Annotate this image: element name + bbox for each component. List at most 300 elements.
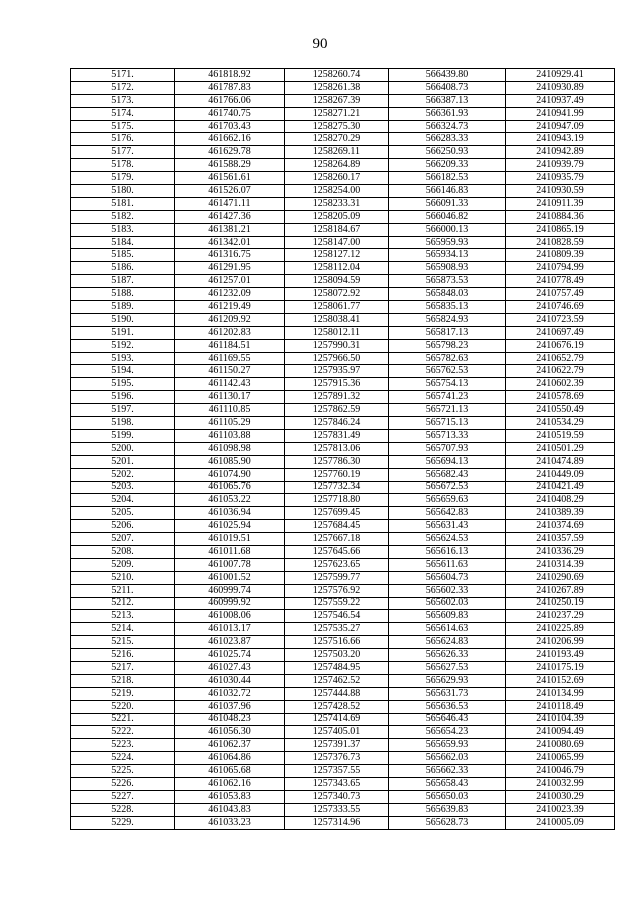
coord-y1-cell: 1258094.59 (285, 275, 389, 288)
table-row (71, 146, 615, 159)
table-row (71, 417, 615, 430)
coord-x1-cell: 461184.51 (175, 339, 285, 352)
coord-x2-cell: 565639.83 (389, 803, 506, 816)
coord-y2-cell: 2410828.59 (506, 236, 615, 249)
coord-y2-cell: 2410501.29 (506, 442, 615, 455)
point-number-cell: 5194. (71, 365, 175, 378)
coord-y2-cell: 2410941.99 (506, 107, 615, 120)
coord-x2-cell: 565614.63 (389, 623, 506, 636)
coord-x1-cell: 461381.21 (175, 223, 285, 236)
coord-x1-cell: 461064.86 (175, 752, 285, 765)
coord-y2-cell: 2410421.49 (506, 481, 615, 494)
coord-x1-cell: 461008.06 (175, 610, 285, 623)
coord-y1-cell: 1257935.97 (285, 365, 389, 378)
point-number-cell: 5197. (71, 404, 175, 417)
table-row (71, 159, 615, 172)
point-number-cell: 5225. (71, 765, 175, 778)
coord-x1-cell: 461065.68 (175, 765, 285, 778)
point-number-cell: 5184. (71, 236, 175, 249)
coord-x1-cell: 461033.23 (175, 816, 285, 829)
point-number-cell: 5227. (71, 790, 175, 803)
table-row (71, 468, 615, 481)
coord-y2-cell: 2410118.49 (506, 700, 615, 713)
coord-x2-cell: 565707.93 (389, 442, 506, 455)
coord-x2-cell: 565662.03 (389, 752, 506, 765)
coord-y1-cell: 1257428.52 (285, 700, 389, 713)
coord-x1-cell: 461169.55 (175, 352, 285, 365)
point-number-cell: 5214. (71, 623, 175, 636)
coord-x1-cell: 461025.74 (175, 649, 285, 662)
coord-y2-cell: 2410757.49 (506, 288, 615, 301)
coordinates-table (70, 68, 615, 830)
coord-x1-cell: 461202.83 (175, 326, 285, 339)
coord-y1-cell: 1258264.89 (285, 159, 389, 172)
coord-y1-cell: 1257846.24 (285, 417, 389, 430)
coord-y1-cell: 1257576.92 (285, 584, 389, 597)
coord-y2-cell: 2410474.89 (506, 455, 615, 468)
coord-x2-cell: 565611.63 (389, 558, 506, 571)
coord-x2-cell: 565602.03 (389, 597, 506, 610)
coord-x2-cell: 565662.33 (389, 765, 506, 778)
point-number-cell: 5180. (71, 185, 175, 198)
coord-y2-cell: 2410652.79 (506, 352, 615, 365)
coord-x1-cell: 461471.11 (175, 197, 285, 210)
coord-y1-cell: 1258271.21 (285, 107, 389, 120)
point-number-cell: 5226. (71, 777, 175, 790)
coord-y1-cell: 1257862.59 (285, 404, 389, 417)
point-number-cell: 5193. (71, 352, 175, 365)
coord-y2-cell: 2410930.89 (506, 81, 615, 94)
coord-y1-cell: 1257891.32 (285, 391, 389, 404)
point-number-cell: 5196. (71, 391, 175, 404)
table-row (71, 687, 615, 700)
point-number-cell: 5213. (71, 610, 175, 623)
coord-x2-cell: 565848.03 (389, 288, 506, 301)
coord-y1-cell: 1258260.74 (285, 69, 389, 82)
table-row (71, 713, 615, 726)
point-number-cell: 5216. (71, 649, 175, 662)
point-number-cell: 5187. (71, 275, 175, 288)
point-number-cell: 5171. (71, 69, 175, 82)
coord-x2-cell: 566046.82 (389, 210, 506, 223)
coord-y2-cell: 2410519.59 (506, 429, 615, 442)
coord-x1-cell: 461219.49 (175, 301, 285, 314)
point-number-cell: 5172. (71, 81, 175, 94)
point-number-cell: 5223. (71, 739, 175, 752)
coord-y2-cell: 2410005.09 (506, 816, 615, 829)
coord-y1-cell: 1257559.22 (285, 597, 389, 610)
coord-y2-cell: 2410175.19 (506, 661, 615, 674)
table-row (71, 636, 615, 649)
coord-x1-cell: 461703.43 (175, 120, 285, 133)
coord-y1-cell: 1257376.73 (285, 752, 389, 765)
coord-x1-cell: 461027.43 (175, 661, 285, 674)
coord-y2-cell: 2410336.29 (506, 545, 615, 558)
coord-y1-cell: 1258275.30 (285, 120, 389, 133)
table-row (71, 442, 615, 455)
point-number-cell: 5202. (71, 468, 175, 481)
coord-y1-cell: 1257535.27 (285, 623, 389, 636)
coord-x2-cell: 565835.13 (389, 301, 506, 314)
coord-y2-cell: 2410534.29 (506, 417, 615, 430)
table-row (71, 571, 615, 584)
coord-x1-cell: 461011.68 (175, 545, 285, 558)
coord-x1-cell: 461053.22 (175, 494, 285, 507)
table-row (71, 494, 615, 507)
table-row (71, 610, 615, 623)
table-row (71, 700, 615, 713)
table-row (71, 545, 615, 558)
table-row (71, 429, 615, 442)
table-row (71, 94, 615, 107)
point-number-cell: 5205. (71, 507, 175, 520)
point-number-cell: 5217. (71, 661, 175, 674)
coord-y1-cell: 1257340.73 (285, 790, 389, 803)
coord-x2-cell: 565629.93 (389, 674, 506, 687)
coord-x2-cell: 565642.83 (389, 507, 506, 520)
coord-x2-cell: 565631.43 (389, 520, 506, 533)
coord-y2-cell: 2410943.19 (506, 133, 615, 146)
coord-x2-cell: 565604.73 (389, 571, 506, 584)
coord-x2-cell: 565602.33 (389, 584, 506, 597)
coord-x2-cell: 565694.13 (389, 455, 506, 468)
point-number-cell: 5188. (71, 288, 175, 301)
point-number-cell: 5221. (71, 713, 175, 726)
table-row (71, 816, 615, 829)
point-number-cell: 5186. (71, 262, 175, 275)
table-row (71, 81, 615, 94)
coord-x2-cell: 566361.93 (389, 107, 506, 120)
coord-y2-cell: 2410104.39 (506, 713, 615, 726)
point-number-cell: 5191. (71, 326, 175, 339)
coord-x1-cell: 461074.90 (175, 468, 285, 481)
coord-x2-cell: 565628.73 (389, 816, 506, 829)
table-row (71, 739, 615, 752)
coord-y2-cell: 2410065.99 (506, 752, 615, 765)
point-number-cell: 5209. (71, 558, 175, 571)
table-row (71, 365, 615, 378)
coord-x2-cell: 565650.03 (389, 790, 506, 803)
coord-x1-cell: 461105.29 (175, 417, 285, 430)
point-number-cell: 5182. (71, 210, 175, 223)
coord-x1-cell: 461257.01 (175, 275, 285, 288)
point-number-cell: 5208. (71, 545, 175, 558)
point-number-cell: 5228. (71, 803, 175, 816)
coord-x1-cell: 461036.94 (175, 507, 285, 520)
coord-y2-cell: 2410023.39 (506, 803, 615, 816)
table-row (71, 120, 615, 133)
coord-y1-cell: 1257414.69 (285, 713, 389, 726)
point-number-cell: 5200. (71, 442, 175, 455)
table-row (71, 752, 615, 765)
coord-y2-cell: 2410134.99 (506, 687, 615, 700)
coord-y2-cell: 2410290.69 (506, 571, 615, 584)
table-row (71, 455, 615, 468)
point-number-cell: 5220. (71, 700, 175, 713)
point-number-cell: 5218. (71, 674, 175, 687)
table-row (71, 185, 615, 198)
coord-x1-cell: 461209.92 (175, 313, 285, 326)
point-number-cell: 5215. (71, 636, 175, 649)
coord-x2-cell: 566146.83 (389, 185, 506, 198)
coord-y2-cell: 2410676.19 (506, 339, 615, 352)
coord-x1-cell: 461062.16 (175, 777, 285, 790)
coord-x2-cell: 566408.73 (389, 81, 506, 94)
coord-x1-cell: 461030.44 (175, 674, 285, 687)
coord-y2-cell: 2410046.79 (506, 765, 615, 778)
coord-y2-cell: 2410865.19 (506, 223, 615, 236)
coord-y1-cell: 1257343.65 (285, 777, 389, 790)
coord-x1-cell: 461043.83 (175, 803, 285, 816)
coord-x1-cell: 461291.95 (175, 262, 285, 275)
coord-x1-cell: 461001.52 (175, 571, 285, 584)
coord-x1-cell: 461013.17 (175, 623, 285, 636)
point-number-cell: 5210. (71, 571, 175, 584)
coord-x1-cell: 461526.07 (175, 185, 285, 198)
coord-x1-cell: 461085.90 (175, 455, 285, 468)
coord-y2-cell: 2410314.39 (506, 558, 615, 571)
coord-x1-cell: 461740.75 (175, 107, 285, 120)
coord-x2-cell: 565627.53 (389, 661, 506, 674)
point-number-cell: 5211. (71, 584, 175, 597)
coord-x1-cell: 461019.51 (175, 533, 285, 546)
coord-y1-cell: 1257760.19 (285, 468, 389, 481)
coord-y1-cell: 1257444.88 (285, 687, 389, 700)
coord-x2-cell: 566182.53 (389, 172, 506, 185)
coord-y1-cell: 1258205.09 (285, 210, 389, 223)
table-row (71, 803, 615, 816)
coord-y2-cell: 2410778.49 (506, 275, 615, 288)
coord-y2-cell: 2410602.39 (506, 378, 615, 391)
table-row (71, 326, 615, 339)
coord-y2-cell: 2410374.69 (506, 520, 615, 533)
coord-x2-cell: 565762.53 (389, 365, 506, 378)
coord-x2-cell: 565658.43 (389, 777, 506, 790)
coord-x1-cell: 461427.36 (175, 210, 285, 223)
coord-y1-cell: 1258038.41 (285, 313, 389, 326)
coord-y1-cell: 1257831.49 (285, 429, 389, 442)
coord-y1-cell: 1257391.37 (285, 739, 389, 752)
coord-x1-cell: 461048.23 (175, 713, 285, 726)
coord-y1-cell: 1257699.45 (285, 507, 389, 520)
point-number-cell: 5176. (71, 133, 175, 146)
table-row (71, 584, 615, 597)
coord-x2-cell: 565713.33 (389, 429, 506, 442)
coord-x2-cell: 565817.13 (389, 326, 506, 339)
coord-y2-cell: 2410939.79 (506, 159, 615, 172)
coord-x1-cell: 461110.85 (175, 404, 285, 417)
coord-x2-cell: 565609.83 (389, 610, 506, 623)
coord-y2-cell: 2410152.69 (506, 674, 615, 687)
coord-y1-cell: 1257546.54 (285, 610, 389, 623)
coord-x1-cell: 461342.01 (175, 236, 285, 249)
coord-x2-cell: 565721.13 (389, 404, 506, 417)
coord-x2-cell: 565741.23 (389, 391, 506, 404)
coord-x1-cell: 461025.94 (175, 520, 285, 533)
coord-x2-cell: 566000.13 (389, 223, 506, 236)
coord-y1-cell: 1257484.95 (285, 661, 389, 674)
coord-x2-cell: 566091.33 (389, 197, 506, 210)
coord-x2-cell: 565959.93 (389, 236, 506, 249)
point-number-cell: 5198. (71, 417, 175, 430)
coord-y2-cell: 2410937.49 (506, 94, 615, 107)
coord-y1-cell: 1258269.11 (285, 146, 389, 159)
coord-x2-cell: 565646.43 (389, 713, 506, 726)
coord-x2-cell: 565654.23 (389, 726, 506, 739)
coord-x1-cell: 461662.16 (175, 133, 285, 146)
table-row (71, 623, 615, 636)
table-row (71, 210, 615, 223)
coord-y1-cell: 1258233.31 (285, 197, 389, 210)
point-number-cell: 5189. (71, 301, 175, 314)
coord-x1-cell: 461037.96 (175, 700, 285, 713)
coord-x2-cell: 566387.13 (389, 94, 506, 107)
coord-x1-cell: 461316.75 (175, 249, 285, 262)
coord-y1-cell: 1257623.65 (285, 558, 389, 571)
coord-x1-cell: 461629.78 (175, 146, 285, 159)
point-number-cell: 5199. (71, 429, 175, 442)
coord-y1-cell: 1258112.04 (285, 262, 389, 275)
coord-y1-cell: 1257599.77 (285, 571, 389, 584)
coord-y1-cell: 1258254.00 (285, 185, 389, 198)
table-row (71, 223, 615, 236)
coord-x1-cell: 461142.43 (175, 378, 285, 391)
point-number-cell: 5222. (71, 726, 175, 739)
coord-x2-cell: 565659.63 (389, 494, 506, 507)
coord-x2-cell: 565824.93 (389, 313, 506, 326)
point-number-cell: 5207. (71, 533, 175, 546)
coord-x1-cell: 461023.87 (175, 636, 285, 649)
table-row (71, 661, 615, 674)
coord-y2-cell: 2410550.49 (506, 404, 615, 417)
coord-y1-cell: 1257684.45 (285, 520, 389, 533)
point-number-cell: 5224. (71, 752, 175, 765)
coord-y2-cell: 2410746.69 (506, 301, 615, 314)
coord-y2-cell: 2410794.99 (506, 262, 615, 275)
coord-y1-cell: 1258270.29 (285, 133, 389, 146)
coord-y2-cell: 2410578.69 (506, 391, 615, 404)
coord-y2-cell: 2410911.39 (506, 197, 615, 210)
point-number-cell: 5229. (71, 816, 175, 829)
coord-y2-cell: 2410237.29 (506, 610, 615, 623)
coord-y1-cell: 1258061.77 (285, 301, 389, 314)
coord-y2-cell: 2410697.49 (506, 326, 615, 339)
coord-y2-cell: 2410723.59 (506, 313, 615, 326)
table-row (71, 197, 615, 210)
page-number: 90 (312, 36, 328, 52)
table-row (71, 133, 615, 146)
coord-y2-cell: 2410449.09 (506, 468, 615, 481)
point-number-cell: 5185. (71, 249, 175, 262)
coord-y2-cell: 2410389.39 (506, 507, 615, 520)
coord-x1-cell: 461818.92 (175, 69, 285, 82)
point-number-cell: 5173. (71, 94, 175, 107)
coord-x1-cell: 461130.17 (175, 391, 285, 404)
coord-x2-cell: 566209.33 (389, 159, 506, 172)
coord-x1-cell: 461065.76 (175, 481, 285, 494)
table-row (71, 481, 615, 494)
point-number-cell: 5206. (71, 520, 175, 533)
coord-x2-cell: 565659.93 (389, 739, 506, 752)
table-row (71, 262, 615, 275)
coord-y2-cell: 2410267.89 (506, 584, 615, 597)
coord-y1-cell: 1258260.17 (285, 172, 389, 185)
coord-y2-cell: 2410225.89 (506, 623, 615, 636)
table-row (71, 275, 615, 288)
table-row (71, 301, 615, 314)
table-row (71, 236, 615, 249)
coord-y2-cell: 2410080.69 (506, 739, 615, 752)
coord-y2-cell: 2410942.89 (506, 146, 615, 159)
coord-y2-cell: 2410206.99 (506, 636, 615, 649)
coord-y2-cell: 2410930.59 (506, 185, 615, 198)
coord-x1-cell: 461588.29 (175, 159, 285, 172)
coord-x1-cell: 460999.74 (175, 584, 285, 597)
coord-y1-cell: 1257667.18 (285, 533, 389, 546)
coord-y1-cell: 1258012.11 (285, 326, 389, 339)
table-row (71, 339, 615, 352)
table-row (71, 172, 615, 185)
point-number-cell: 5204. (71, 494, 175, 507)
table-row (71, 726, 615, 739)
coord-x1-cell: 461032.72 (175, 687, 285, 700)
point-number-cell: 5179. (71, 172, 175, 185)
coord-y2-cell: 2410030.29 (506, 790, 615, 803)
coord-x2-cell: 565624.53 (389, 533, 506, 546)
coord-x2-cell: 565782.63 (389, 352, 506, 365)
coord-x2-cell: 565873.53 (389, 275, 506, 288)
coord-x2-cell: 565631.73 (389, 687, 506, 700)
point-number-cell: 5178. (71, 159, 175, 172)
coord-y1-cell: 1258072.92 (285, 288, 389, 301)
coord-x2-cell: 565934.13 (389, 249, 506, 262)
coord-x2-cell: 565672.53 (389, 481, 506, 494)
coord-x2-cell: 566283.33 (389, 133, 506, 146)
coord-y2-cell: 2410929.41 (506, 69, 615, 82)
table-row (71, 378, 615, 391)
coord-y1-cell: 1257718.80 (285, 494, 389, 507)
point-number-cell: 5212. (71, 597, 175, 610)
coord-x1-cell: 461103.88 (175, 429, 285, 442)
coord-x2-cell: 565754.13 (389, 378, 506, 391)
coord-y1-cell: 1257813.06 (285, 442, 389, 455)
coord-y2-cell: 2410250.19 (506, 597, 615, 610)
table-row (71, 391, 615, 404)
table-row (71, 558, 615, 571)
coord-y1-cell: 1257462.52 (285, 674, 389, 687)
point-number-cell: 5175. (71, 120, 175, 133)
point-number-cell: 5183. (71, 223, 175, 236)
table-row (71, 404, 615, 417)
coord-y2-cell: 2410809.39 (506, 249, 615, 262)
coord-x1-cell: 461232.09 (175, 288, 285, 301)
coord-y1-cell: 1257333.55 (285, 803, 389, 816)
coord-y1-cell: 1257405.01 (285, 726, 389, 739)
table-row (71, 107, 615, 120)
coord-x2-cell: 565798.23 (389, 339, 506, 352)
coord-y1-cell: 1257990.31 (285, 339, 389, 352)
coord-y2-cell: 2410032.99 (506, 777, 615, 790)
table-row (71, 249, 615, 262)
table-row (71, 533, 615, 546)
coord-y1-cell: 1257503.20 (285, 649, 389, 662)
coord-y1-cell: 1258127.12 (285, 249, 389, 262)
coord-x1-cell: 461150.27 (175, 365, 285, 378)
table-row (71, 790, 615, 803)
coord-y1-cell: 1257357.55 (285, 765, 389, 778)
coord-y1-cell: 1257915.36 (285, 378, 389, 391)
coord-y1-cell: 1257732.34 (285, 481, 389, 494)
